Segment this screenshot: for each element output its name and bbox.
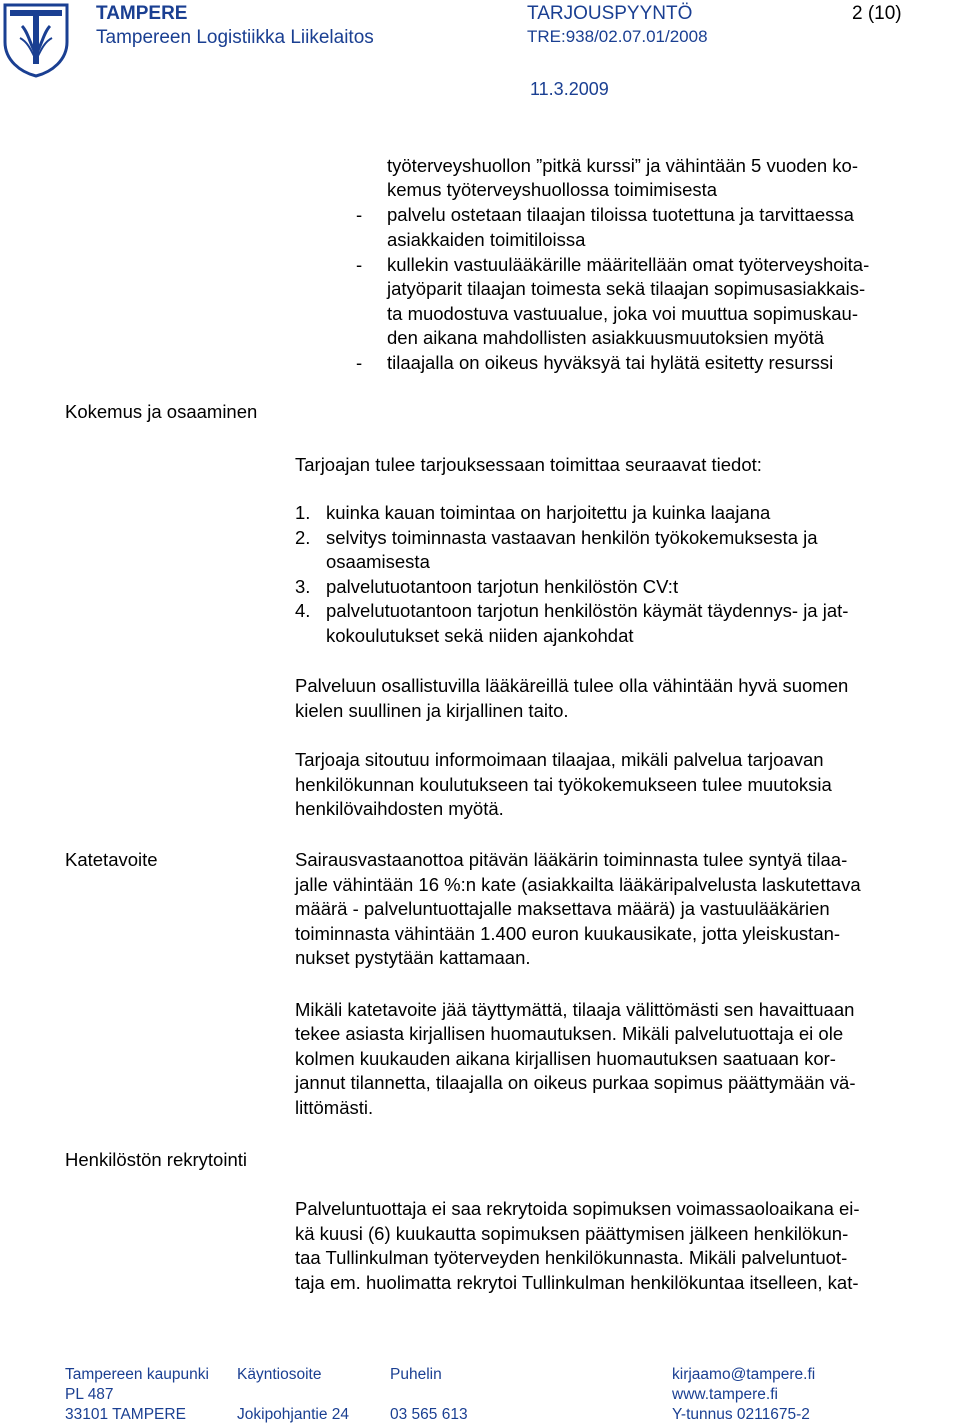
paragraph-line: Tarjoaja sitoutuu informoimaan tilaajaa, mikäli palvelua tarjoavan (295, 749, 824, 770)
kokemus-intro: Tarjoajan tulee tarjouksessaan toimittaa seuraavat tiedot: (295, 454, 762, 475)
footer-address: Jokipohjantie 24 (237, 1406, 350, 1423)
paragraph-line: Palveluntuottaja ei saa rekrytoida sopimuksen voimassaoloaikana ei- (295, 1198, 860, 1219)
bullet-dash: - (356, 352, 363, 373)
bullet-line: den aikana mahdollisten asiakkuusmuutoksien myötä (387, 327, 825, 348)
footer-website-link[interactable]: www.tampere.fi (672, 1386, 778, 1403)
list-number: 2. (295, 527, 311, 548)
intro-line: työterveyshuollon ”pitkä kurssi” ja vähintään 5 vuoden ko- (387, 155, 858, 176)
list-number: 4. (295, 600, 311, 621)
page-number: 2 (10) (852, 3, 902, 24)
section-label-kokemus: Kokemus ja osaaminen (65, 401, 258, 422)
footer-postcode: 33101 TAMPERE (65, 1406, 186, 1423)
list-number: 1. (295, 502, 311, 523)
bullet-line: palvelu ostetaan tilaajan tiloissa tuotettuna ja tarvittaessa (387, 204, 854, 225)
paragraph-line: Palveluun osallistuvilla lääkäreillä tulee olla vähintään hyvä suomen (295, 675, 849, 696)
list-item-line: selvitys toiminnasta vastaavan henkilön työkokemuksesta ja (326, 527, 818, 548)
footer-org: Tampereen kaupunki (65, 1366, 209, 1383)
list-item-line: palvelutuotantoon tarjotun henkilöstön CV:t (326, 576, 679, 597)
bullet-line: jatyöparit tilaajan toimesta sekä tilaajan sopimusasiakkais- (387, 278, 866, 299)
paragraph-line: määrä - palveluntuottajalle maksettava määrä) ja vastuulääkärien (295, 898, 830, 919)
header-org-sub: Tampereen Logistiikka Liikelaitos (96, 27, 374, 48)
list-item-line: palvelutuotantoon tarjotun henkilöstön käymät täydennys- ja jat- (326, 600, 849, 621)
bullet-line: asiakkaiden toimitiloissa (387, 229, 586, 250)
intro-line: kemus työterveyshuollossa toimimisesta (387, 179, 718, 200)
paragraph-line: henkilövaihdosten myötä. (295, 798, 504, 819)
bullet-line: tilaajalla on oikeus hyväksyä tai hylätä esitetty resurssi (387, 352, 834, 373)
footer-email-link[interactable]: kirjaamo@tampere.fi (672, 1366, 816, 1383)
paragraph-line: kolmen kuukauden aikana kirjallisen huomautuksen saatuaan kor- (295, 1048, 836, 1069)
bullet-dash: - (356, 254, 363, 275)
footer-business-id: Y-tunnus 0211675-2 (672, 1406, 810, 1423)
section-label-rekrytointi: Henkilöstön rekrytointi (65, 1149, 247, 1170)
bullet-line: kullekin vastuulääkärille määritellään omat työterveyshoita- (387, 254, 870, 275)
paragraph-line: henkilökunnan koulutukseen tai työkokemukseen tulee muutoksia (295, 774, 832, 795)
paragraph-line: jannut tilannetta, tilaajalla on oikeus purkaa sopimus päättymään vä- (295, 1072, 856, 1093)
footer-po-box: PL 487 (65, 1386, 114, 1403)
tampere-coat-of-arms-logo (2, 2, 70, 78)
paragraph-line: taja em. huolimatta rekrytoi Tullinkulman henkilökuntaa itselleen, kat- (295, 1272, 859, 1293)
paragraph-line: nukset pystytään kattamaan. (295, 947, 531, 968)
paragraph-line: Sairausvastaanottoa pitävän lääkärin toiminnasta tulee syntyä tilaa- (295, 849, 848, 870)
paragraph-line: toiminnasta vähintään 1.400 euron kuukausikate, jotta yleiskustan- (295, 923, 841, 944)
header-date: 11.3.2009 (530, 79, 609, 99)
bullet-line: ta muodostuva vastuualue, joka voi muuttua sopimuskau- (387, 303, 858, 324)
list-item-line: kokoulutukset sekä niiden ajankohdat (326, 625, 634, 646)
header-doc-type: TARJOUSPYYNTÖ (527, 3, 693, 24)
footer-address-label: Käyntiosoite (237, 1366, 322, 1383)
paragraph-line: taa Tullinkulman työterveyden henkilökunnasta. Mikäli palveluntuot- (295, 1247, 848, 1268)
list-item-line: osaamisesta (326, 551, 430, 572)
paragraph-line: Mikäli katetavoite jää täyttymättä, tilaaja välittömästi sen havaittuaan (295, 999, 855, 1020)
list-item-line: kuinka kauan toimintaa on harjoitettu ja kuinka laajana (326, 502, 771, 523)
header-doc-ref: TRE:938/02.07.01/2008 (527, 27, 708, 46)
paragraph-line: kä kuusi (6) kuukautta sopimuksen päättymisen jälkeen henkilökun- (295, 1223, 849, 1244)
paragraph-line: jalle vähintään 16 %:n kate (asiakkailta lääkäripalvelusta laskutettava (295, 874, 861, 895)
list-number: 3. (295, 576, 311, 597)
bullet-dash: - (356, 204, 363, 225)
header-org: TAMPERE (96, 3, 188, 24)
paragraph-line: littömästi. (295, 1097, 374, 1118)
footer-phone: 03 565 613 (390, 1406, 468, 1423)
paragraph-line: tekee asiasta kirjallisen huomautuksen. Mikäli palvelutuottaja ei ole (295, 1023, 844, 1044)
paragraph-line: kielen suullinen ja kirjallinen taito. (295, 700, 569, 721)
footer-phone-label: Puhelin (390, 1366, 442, 1383)
section-label-katetavoite: Katetavoite (65, 849, 158, 870)
